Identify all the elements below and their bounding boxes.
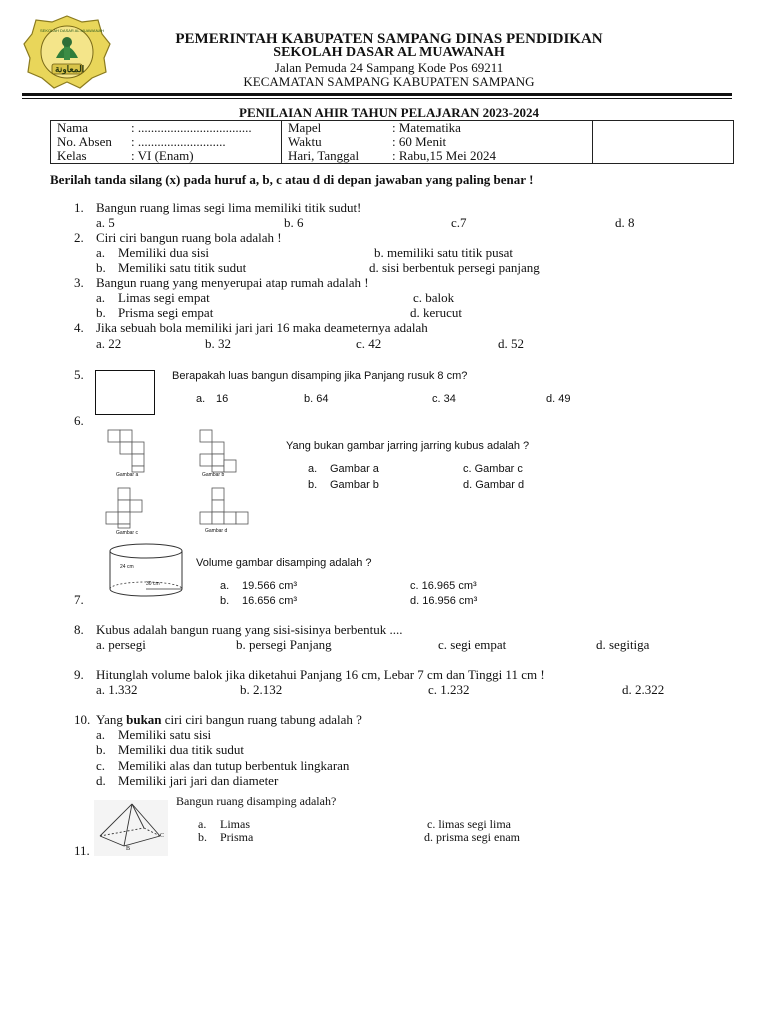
q4-option-a[interactable]: a. 22 bbox=[96, 336, 122, 351]
q9-number: 9. bbox=[74, 667, 84, 682]
q7-option-b-letter: b. bbox=[220, 595, 230, 607]
q4-number: 4. bbox=[74, 320, 84, 335]
q10-option-c-letter: c. bbox=[96, 758, 106, 773]
header-line-2: SEKOLAH DASAR AL MUAWANAH bbox=[273, 45, 505, 60]
q9-option-b[interactable]: b. 2.132 bbox=[240, 682, 283, 697]
q10-option-c[interactable]: Memiliki alas dan tutup berbentuk lingkaran bbox=[118, 758, 350, 773]
q5-option-a[interactable]: 16 bbox=[216, 393, 229, 405]
q10-option-a[interactable]: Memiliki satu sisi bbox=[118, 727, 212, 742]
q7-height-label: 24 cm bbox=[120, 564, 134, 570]
q6-option-c[interactable]: c. Gambar c bbox=[463, 463, 523, 475]
q10-option-d[interactable]: Memiliki jari jari dan diameter bbox=[118, 773, 279, 788]
q2-option-a[interactable]: Memiliki dua sisi bbox=[118, 245, 209, 260]
q2-option-d[interactable]: d. sisi berbentuk persegi panjang bbox=[369, 260, 540, 275]
q8-number: 8. bbox=[74, 622, 84, 637]
q6-caption-b: Gambar b bbox=[202, 472, 225, 478]
subject-cell bbox=[282, 121, 593, 164]
q11-number: 11. bbox=[74, 843, 90, 858]
q4-option-c[interactable]: c. 42 bbox=[356, 336, 382, 351]
header-divider-thick bbox=[22, 93, 732, 96]
q1-option-c[interactable]: c.7 bbox=[451, 215, 467, 230]
q5-option-b[interactable]: b. 64 bbox=[304, 393, 329, 405]
q9-option-a[interactable]: a. 1.332 bbox=[96, 682, 138, 697]
q11-option-d[interactable]: d. prisma segi enam bbox=[424, 830, 520, 844]
header-line-1: PEMERINTAH KABUPATEN SAMPANG DINAS PENDIDIKAN bbox=[175, 31, 603, 47]
q7-option-d[interactable]: d. 16.956 cm³ bbox=[410, 595, 478, 607]
score-cell[interactable] bbox=[593, 121, 734, 164]
hari-value: : Rabu,15 Mei 2024 bbox=[392, 148, 496, 163]
q11-vertex-c: C bbox=[160, 833, 165, 839]
q6-text: Yang bukan gambar jarring jarring kubus adalah ? bbox=[286, 440, 530, 452]
q7-option-b[interactable]: 16.656 cm³ bbox=[242, 595, 298, 607]
header-divider-thin bbox=[22, 98, 732, 99]
q10-option-a-letter: a. bbox=[96, 727, 106, 742]
hari-label: Hari, Tanggal bbox=[288, 148, 360, 163]
q7-text: Volume gambar disamping adalah ? bbox=[196, 557, 372, 569]
q11-pyramid-figure bbox=[94, 800, 168, 856]
q10-text-post: ciri ciri bangun ruang tabung adalah ? bbox=[161, 712, 362, 727]
q4-option-d[interactable]: d. 52 bbox=[498, 336, 524, 351]
kelas-label: Kelas bbox=[57, 148, 87, 163]
q5-option-a-letter: a. bbox=[196, 393, 206, 405]
student-info-table bbox=[50, 120, 734, 164]
q3-option-c-letter: b. bbox=[96, 305, 106, 320]
q7-option-c[interactable]: c. 16.965 cm³ bbox=[410, 580, 477, 592]
q7-option-a-letter: a. bbox=[220, 580, 230, 592]
q6-number: 6. bbox=[74, 413, 84, 428]
q6-option-a[interactable]: Gambar a bbox=[330, 463, 379, 475]
nama-label: Nama bbox=[57, 120, 89, 135]
q10-option-b[interactable]: Memiliki dua titik sudut bbox=[118, 742, 245, 757]
student-cell bbox=[51, 121, 282, 164]
kelas-value: : VI (Enam) bbox=[131, 148, 194, 163]
header-line-4: KECAMATAN SAMPANG KABUPATEN SAMPANG bbox=[243, 74, 535, 89]
q5-square-figure bbox=[95, 370, 155, 415]
q9-option-d[interactable]: d. 2.322 bbox=[622, 682, 665, 697]
q10-text-bold: bukan bbox=[126, 712, 162, 727]
q6-caption-d: Gambar d bbox=[205, 528, 228, 534]
q9-option-c[interactable]: c. 1.232 bbox=[428, 682, 470, 697]
q11-option-b-letter: b. bbox=[198, 830, 207, 844]
q3-option-c[interactable]: Prisma segi empat bbox=[118, 305, 214, 320]
q10-option-b-letter: b. bbox=[96, 742, 106, 757]
q8-option-d[interactable]: d. segitiga bbox=[596, 637, 650, 652]
q6-cube-nets-figure bbox=[100, 428, 250, 538]
q2-text: Ciri ciri bangun ruang bola adalah ! bbox=[96, 230, 282, 245]
waktu-label: Waktu bbox=[288, 134, 322, 149]
q7-diameter-label: 30 cm bbox=[146, 581, 160, 587]
q10-text-pre: Yang bbox=[96, 712, 127, 727]
q3-option-a-letter: a. bbox=[96, 290, 106, 305]
q3-option-d[interactable]: d. kerucut bbox=[410, 305, 462, 320]
q6-option-d[interactable]: d. Gambar d bbox=[463, 479, 525, 491]
logo-arabic-text: المعاونة bbox=[55, 64, 85, 74]
q1-text: Bangun ruang limas segi lima memiliki titik sudut! bbox=[96, 200, 362, 215]
waktu-value: : 60 Menit bbox=[392, 134, 447, 149]
q2-option-c[interactable]: Memiliki satu titik sudut bbox=[118, 260, 247, 275]
q5-text: Berapakah luas bangun disamping jika Panjang rusuk 8 cm? bbox=[172, 370, 468, 382]
logo-arc-text: SEKOLAH DASAR AL MUAWANAH bbox=[40, 28, 105, 33]
q3-number: 3. bbox=[74, 275, 84, 290]
q6-option-a-letter: a. bbox=[308, 463, 318, 475]
q2-option-a-letter: a. bbox=[96, 245, 106, 260]
q10-option-d-letter: d. bbox=[96, 773, 106, 788]
q6-option-b-letter: b. bbox=[308, 479, 318, 491]
q11-option-a-letter: a. bbox=[198, 817, 207, 831]
q11-option-a[interactable]: Limas bbox=[220, 817, 250, 831]
q6-caption-a: Gambar a bbox=[116, 472, 139, 478]
q11-option-b[interactable]: Prisma bbox=[220, 830, 254, 844]
q2-option-c-letter: b. bbox=[96, 260, 106, 275]
q7-cylinder-figure bbox=[108, 542, 184, 600]
q10-number: 10. bbox=[74, 712, 91, 727]
q1-option-a[interactable]: a. 5 bbox=[96, 215, 115, 230]
q6-caption-c: Gambar c bbox=[116, 530, 138, 536]
q8-option-b[interactable]: b. persegi Panjang bbox=[236, 637, 332, 652]
q7-option-a[interactable]: 19.566 cm³ bbox=[242, 580, 298, 592]
q4-option-b[interactable]: b. 32 bbox=[205, 336, 231, 351]
q1-option-d[interactable]: d. 8 bbox=[615, 215, 635, 230]
q10-text bbox=[96, 712, 362, 728]
q11-text: Bangun ruang disamping adalah? bbox=[176, 794, 337, 808]
q3-text: Bangun ruang yang menyerupai atap rumah adalah ! bbox=[96, 275, 369, 290]
mapel-value: : Matematika bbox=[392, 120, 461, 135]
q1-option-b[interactable]: b. 6 bbox=[284, 215, 304, 230]
exam-title: PENILAIAN AHIR TAHUN PELAJARAN 2023-2024 bbox=[239, 105, 539, 120]
q9-text: Hitunglah volume balok jika diketahui Panjang 16 cm, Lebar 7 cm dan Tinggi 11 cm ! bbox=[96, 667, 545, 682]
q8-option-c[interactable]: c. segi empat bbox=[438, 637, 507, 652]
q4-text: Jika sebuah bola memiliki jari jari 16 maka deameternya adalah bbox=[96, 320, 428, 335]
mapel-label: Mapel bbox=[288, 120, 322, 135]
q11-option-c[interactable]: c. limas segi lima bbox=[427, 817, 511, 831]
q3-option-a[interactable]: Limas segi empat bbox=[118, 290, 210, 305]
q1-number: 1. bbox=[74, 200, 84, 215]
q5-option-d[interactable]: d. 49 bbox=[546, 393, 571, 405]
q3-option-b[interactable]: c. balok bbox=[413, 290, 455, 305]
absen-label: No. Absen bbox=[57, 134, 112, 149]
q6-option-b[interactable]: Gambar b bbox=[330, 479, 379, 491]
absen-value[interactable]: : ........................... bbox=[131, 134, 226, 149]
q7-number: 7. bbox=[74, 592, 84, 607]
q8-text: Kubus adalah bangun ruang yang sisi-sisinya berbentuk .... bbox=[96, 622, 403, 637]
q11-vertex-b: B bbox=[126, 846, 131, 852]
q2-option-b[interactable]: b. memiliki satu titik pusat bbox=[374, 245, 514, 260]
q8-option-a[interactable]: a. persegi bbox=[96, 637, 146, 652]
instruction: Berilah tanda silang (x) pada huruf a, b, c atau d di depan jawaban yang paling benar ! bbox=[50, 172, 534, 187]
nama-value[interactable]: : ................................... bbox=[131, 120, 252, 135]
header-line-3: Jalan Pemuda 24 Sampang Kode Pos 69211 bbox=[274, 60, 504, 75]
q5-option-c[interactable]: c. 34 bbox=[432, 393, 456, 405]
q2-number: 2. bbox=[74, 230, 84, 245]
q5-number: 5. bbox=[74, 367, 84, 382]
